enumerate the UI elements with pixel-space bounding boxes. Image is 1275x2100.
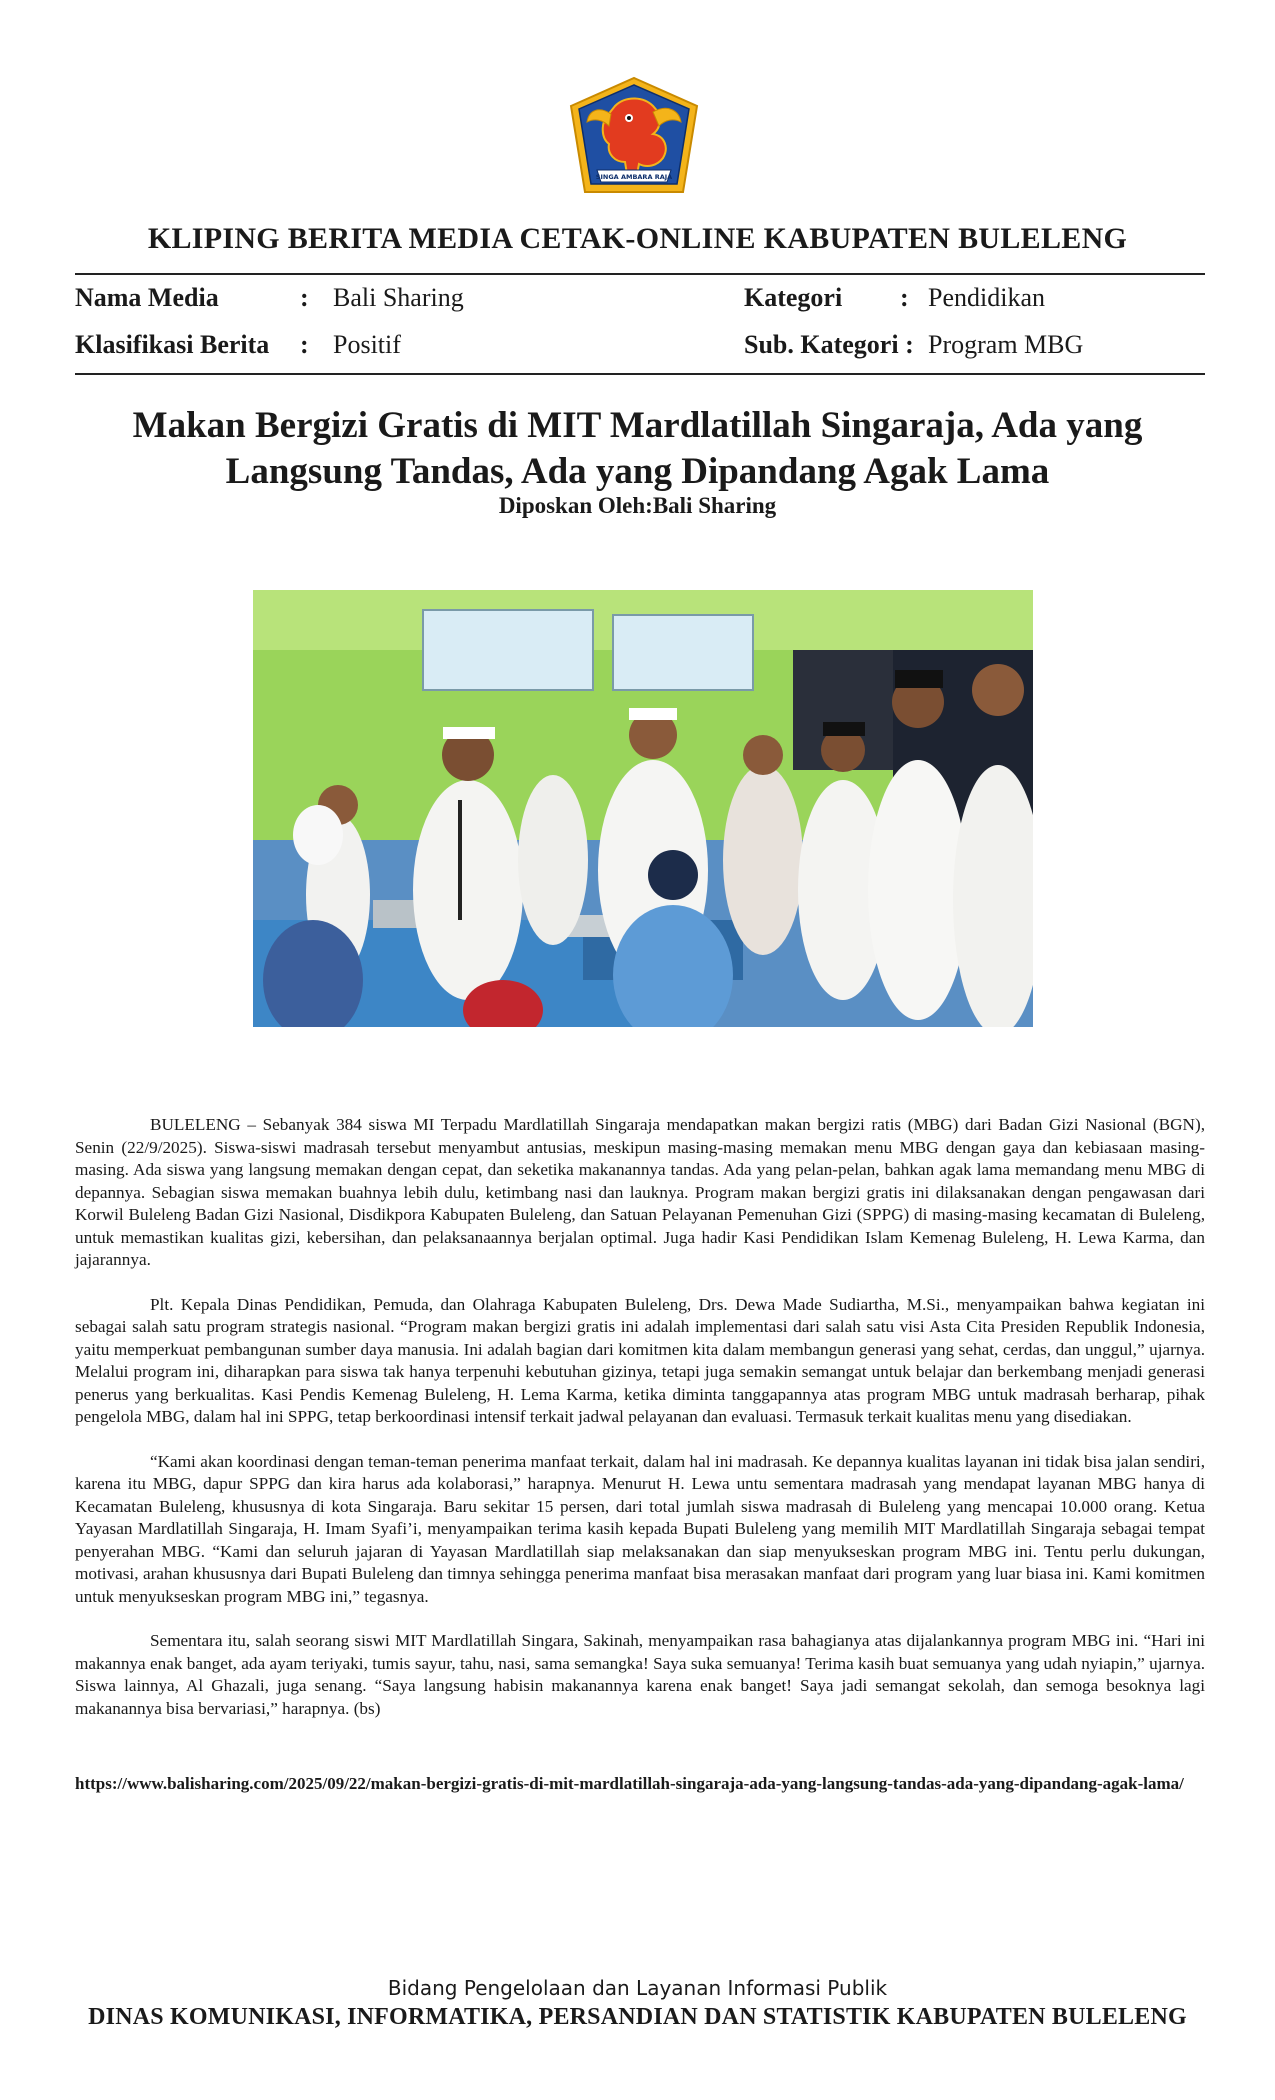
title-divider bbox=[75, 273, 1205, 275]
footer-organization: DINAS KOMUNIKASI, INFORMATIKA, PERSANDIAN DAN STATISTIK KABUPATEN BULELENG bbox=[88, 2004, 1187, 2030]
article-paragraph: Plt. Kepala Dinas Pendidikan, Pemuda, dan Olahraga Kabupaten Buleleng, Drs. Dewa Made Sudiartha, M.Si., menyampaikan bahwa kegiatan ini sebagai salah satu program strategis nasional. “Program makan bergizi gratis ini adalah implementasi dari salah satu visi Asta Cita Presiden Republik Indonesia, yaitu memperkuat pembangunan sumber daya manusia. Ini adalah bagian dari komitmen kita dalam membangun generasi yang sehat, cerdas, dan unggul,” ujarnya. Melalui program ini, diharapkan para siswa tak hanya terpenuhi kebutuhan gizinya, tetapi juga semakin semangat untuk belajar dan berkembang menjadi generasi penerus yang berkualitas. Kasi Pendis Kemenag Buleleng, H. Lema Karma, ketika diminta tanggapannya atas program MBG untuk madrasah berharap, pihak pengelola MBG, dalam hal ini SPPG, tetap berkoordinasi intensif terkait jadwal pelayanan dan evaluasi. Termasuk terkait kualitas menu yang disediakan. bbox=[75, 1294, 1205, 1426]
media-value: Bali Sharing bbox=[333, 283, 464, 312]
classification-value: Positif bbox=[333, 330, 401, 359]
article-body bbox=[75, 1114, 1205, 1742]
clipping-title: KLIPING BERITA MEDIA CETAK-ONLINE KABUPATEN BULELENG bbox=[147, 222, 1128, 255]
media-label: Nama Media bbox=[75, 283, 219, 312]
headline-line-2: Langsung Tandas, Ada yang Dipandang Agak Lama bbox=[225, 451, 1050, 492]
article-headline bbox=[100, 403, 1175, 495]
meta-divider bbox=[75, 373, 1205, 375]
media-colon: : bbox=[300, 283, 309, 312]
category-colon: : bbox=[900, 283, 909, 312]
category-label: Kategori bbox=[744, 283, 843, 312]
article-paragraph: “Kami akan koordinasi dengan teman-teman penerima manfaat terkait, dalam hal ini madrasah. Ke depannya kualitas layanan ini tidak bisa jalan sendiri, karena itu MBG, dapur SPPG dan kira harus ada kolaborasi,” harapnya. Menurut H. Lewa untu sementara madrasah yang mendapat layanan MBG hanya di Kecamatan Buleleng, khususnya di kota Singaraja. Baru sekitar 15 persen, dari total jumlah siswa madrasah di Buleleng yang mencapai 10.000 orang. Ketua Yayasan Mardlatillah Singaraja, H. Imam Syafi’i, menyampaikan terima kasih kepada Bupati Buleleng yang memilih MIT Mardlatillah Singaraja sebagai tempat penyerahan MBG. “Kami dan seluruh jajaran di Yayasan Mardlatillah siap melaksanakan dan siap menyukseskan program MBG ini. Tentu perlu dukungan, motivasi, arahan khususnya dari Bupati Buleleng dan timnya sehingga penerima manfaat bisa merasakan manfaat dari program yang luar biasa ini. Kami komitmen untuk menyukseskan program MBG ini,” tegasnya. bbox=[75, 1451, 1205, 1606]
footer-unit: Bidang Pengelolaan dan Layanan Informasi Publik bbox=[387, 1976, 888, 2000]
article-byline: Diposkan Oleh:Bali Sharing bbox=[498, 493, 777, 518]
subcategory-value: Program MBG bbox=[928, 330, 1084, 359]
article-paragraph: BULELENG – Sebanyak 384 siswa MI Terpadu Mardlatillah Singaraja mendapatkan makan bergizi ratis (MBG) dari Badan Gizi Nasional (BGN), Senin (22/9/2025). Siswa-siswi madrasah tersebut menyambut antusias, meskipun masing-masing memakan menu MBG dengan gaya dan kebiasaan masing-masing. Ada siswa yang langsung memakan dengan cepat, dan seketika makanannya tandas. Ada yang pelan-pelan, bahkan agak lama memandang menu MBG di depannya. Sebagian siswa memakan buahnya lebih dulu, ketimbang nasi dan lauknya. Program makan bergizi gratis ini dilaksanakan dengan pengawasan dari Korwil Buleleng Badan Gizi Nasional, Disdikpora Kabupaten Buleleng, dan Satuan Pelayanan Pemenuhan Gizi (SPPG) di masing-masing kecamatan di Buleleng, untuk memastikan kualitas gizi, kebersihan, dan pelaksanaannya berjalan optimal. Juga hadir Kasi Pendidikan Islam Kemenag Buleleng, H. Lewa Karma, dan jajarannya. bbox=[75, 1115, 1205, 1269]
classification-colon: : bbox=[300, 330, 309, 359]
subcategory-label: Sub. Kategori : bbox=[744, 330, 914, 359]
category-value: Pendidikan bbox=[928, 283, 1045, 312]
logo-motto: SINGA AMBARA RAJA bbox=[595, 173, 673, 181]
classroom-visit-photo bbox=[253, 590, 1033, 1027]
source-link[interactable]: https://www.balisharing.com/2025/09/22/makan-bergizi-gratis-di-mit-mardlatillah-singaraja-ada-yang-langsung-tandas-ada-yang-dipandang-agak-lama/ bbox=[75, 1774, 1184, 1793]
article-paragraph: Sementara itu, salah seorang siswi MIT Mardlatillah Singara, Sakinah, menyampaikan rasa bahagianya atas dijalankannya program MBG ini. “Hari ini makannya enak banget, ada ayam teriyaki, tumis sayur, tahu, nasi, sama semangka! Saya suka semuanya! Terima kasih buat semuanya yang udah nyiapin,” ujarnya. Siswa lainnya, Al Ghazali, juga senang. “Saya langsung habisin makanannya karena enak banget! Saya jadi semangat sekolah, dan semoga besoknya lagi makanannya bisa bervariasi,” harapnya. (bs) bbox=[75, 1631, 1205, 1718]
headline-line-1: Makan Bergizi Gratis di MIT Mardlatillah Singaraja, Ada yang bbox=[132, 405, 1143, 446]
buleleng-regency-emblem-icon bbox=[567, 76, 701, 198]
classification-label: Klasifikasi Berita bbox=[75, 330, 270, 359]
